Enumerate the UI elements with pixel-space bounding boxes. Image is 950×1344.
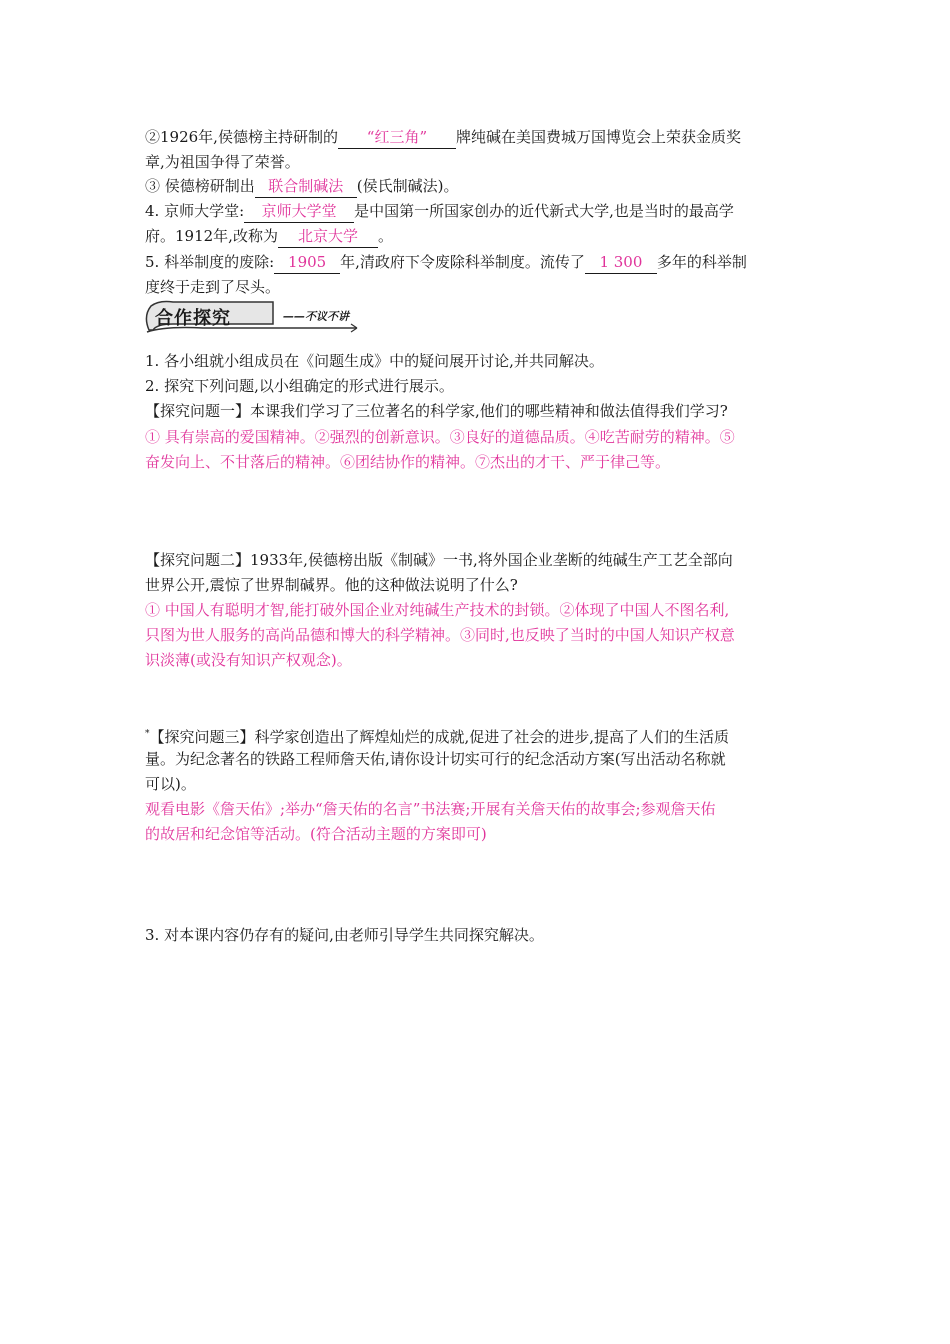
list-item: 1. 各小组就小组成员在《问题生成》中的疑问展开讨论,并共同解决。 [145, 352, 604, 370]
answer-two-line: 识淡薄(或没有知识产权观念)。 [145, 651, 352, 669]
answer-two-line: 只图为世人服务的高尚品德和博大的科学精神。③同时,也反映了当时的中国人知识产权意 [145, 626, 735, 644]
answer-text: 1905 [288, 253, 327, 271]
answer-blank [585, 251, 657, 274]
answer-two-line: ① 中国人有聪明才智,能打破外国企业对纯碱生产技术的封锁。②体现了中国人不图名利, [145, 601, 730, 619]
text: 多年的科举制 [656, 253, 747, 271]
answer-one-line: ① 具有崇高的爱国精神。②强烈的创新意识。③良好的道德品质。④吃苦耐劳的精神。⑤ [145, 428, 735, 446]
section-header-badge [143, 300, 363, 334]
fill-line-hongsanjiao [145, 126, 741, 149]
question-three-line [145, 723, 729, 748]
question-one: 【探究问题一】本课我们学习了三位著名的科学家,他们的哪些精神和做法值得我们学习? [145, 402, 728, 420]
text: 度终于走到了尽头。 [145, 278, 281, 296]
fill-line-beida [145, 225, 393, 248]
answer-three-line: 的故居和纪念馆等活动。(符合活动主题的方案即可) [145, 825, 487, 843]
fill-line-zhijianfa [145, 175, 459, 198]
answer-text: 北京大学 [297, 227, 358, 245]
text: ②1926年,侯德榜主持研制的 [145, 128, 338, 146]
answer-blank [244, 200, 354, 223]
answer-text: 京师大学堂 [261, 202, 337, 220]
answer-one-line: 奋发向上、不甘落后的精神。⑥团结协作的精神。⑦杰出的才干、严于律己等。 [145, 453, 671, 471]
list-item: 3. 对本课内容仍存有的疑问,由老师引导学生共同探究解决。 [145, 926, 544, 944]
answer-text: 1 300 [599, 253, 643, 271]
fill-line-daxuetang [145, 200, 734, 223]
text: 牌纯碱在美国费城万国博览会上荣获金质奖 [455, 128, 741, 146]
text: 4. 京师大学堂: [145, 202, 245, 220]
question-two-line: 【探究问题二】1933年,侯德榜出版《制碱》一书,将外国企业垄断的纯碱生产工艺全部向 [145, 551, 733, 569]
answer-blank [278, 225, 378, 248]
answer-blank [255, 175, 357, 198]
answer-text: “红三角” [366, 128, 428, 146]
text: 。 [377, 227, 393, 245]
text: (侯氏制碱法)。 [356, 177, 459, 195]
optional-marker: * [145, 729, 150, 739]
answer-three-line: 观看电影《詹天佑》;举办“詹天佑的名言”书法赛;开展有关詹天佑的故事会;参观詹天佑 [145, 800, 716, 818]
question-two-line: 世界公开,震惊了世界制碱界。他的这种做法说明了什么? [145, 576, 518, 594]
text-line [145, 276, 280, 298]
section-subtitle: ——不议不讲 [283, 310, 349, 323]
question-three-line: 可以)。 [145, 775, 196, 793]
answer-text: 联合制碱法 [268, 177, 344, 195]
text: 5. 科举制度的废除: [145, 253, 275, 271]
text-line [145, 151, 300, 173]
text: 章,为祖国争得了荣誉。 [145, 153, 300, 171]
text: 是中国第一所国家创办的近代新式大学,也是当时的最高学 [354, 202, 734, 220]
answer-blank [338, 126, 456, 149]
section-title: 合作探究 [155, 308, 231, 329]
text: 【探究问题三】科学家创造出了辉煌灿烂的成就,促进了社会的进步,提高了人们的生活质 [149, 728, 730, 746]
text: 府。1912年,改称为 [145, 227, 278, 245]
text: ③ 侯德榜研制出 [145, 177, 255, 195]
question-three-line: 量。为纪念著名的铁路工程师詹天佑,请你设计切实可行的纪念活动方案(写出活动名称就 [145, 750, 726, 768]
fill-line-keju [145, 251, 747, 274]
text: 年,清政府下令废除科举制度。流传了 [340, 253, 585, 271]
answer-blank [274, 251, 340, 274]
list-item: 2. 探究下列问题,以小组确定的形式进行展示。 [145, 377, 454, 395]
